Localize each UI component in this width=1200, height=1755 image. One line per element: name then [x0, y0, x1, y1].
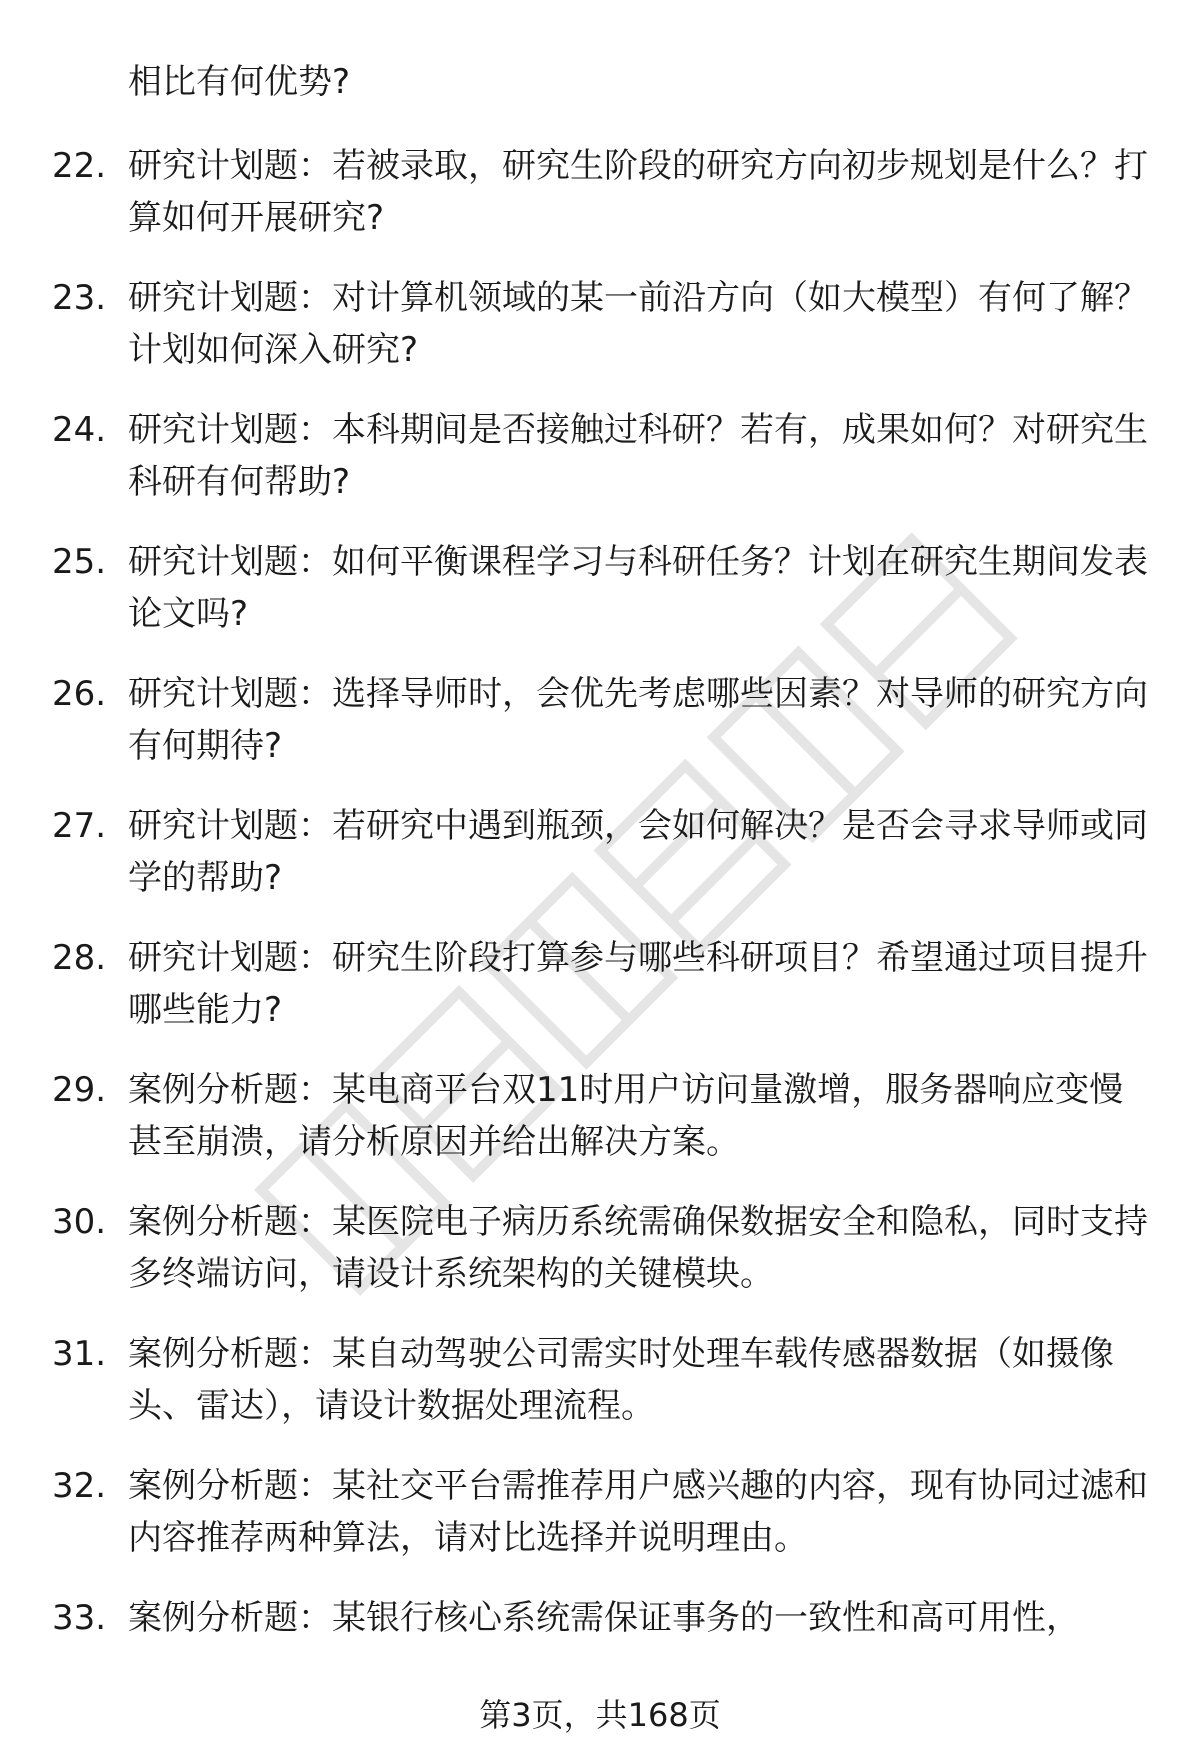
question-number: 26. [52, 674, 107, 714]
question-text: 研究计划题：本科期间是否接触过科研？若有，成果如何？对研究生科研有何帮助? [128, 410, 1148, 502]
question-number: 29. [52, 1070, 107, 1110]
question-number: 25. [52, 542, 107, 582]
question-text: 研究计划题：若被录取，研究生阶段的研究方向初步规划是什么？打算如何开展研究? [128, 146, 1148, 238]
question-text: 研究计划题：若研究中遇到瓶颈，会如何解决？是否会寻求导师或同学的帮助? [128, 806, 1148, 898]
question-number: 32. [52, 1466, 107, 1506]
question-text: 研究计划题：选择导师时，会优先考虑哪些因素？对导师的研究方向有何期待? [128, 674, 1148, 766]
question-number: 30. [52, 1202, 107, 1242]
question-item [0, 668, 1200, 800]
question-item [0, 140, 1200, 272]
question-item [0, 932, 1200, 1064]
page-footer: 第3页，共168页 [479, 1696, 721, 1734]
question-text: 研究计划题：研究生阶段打算参与哪些科研项目？希望通过项目提升哪些能力? [128, 938, 1148, 1030]
question-text: 案例分析题：某自动驾驶公司需实时处理车载传感器数据（如摄像头、雷达），请设计数据处理流程。 [128, 1334, 1114, 1426]
question-number: 22. [52, 146, 107, 186]
question-item [0, 1460, 1200, 1592]
question-number: 24. [52, 410, 107, 450]
question-text: 案例分析题：某医院电子病历系统需确保数据安全和隐私，同时支持多终端访问，请设计系统架构的关键模块。 [128, 1202, 1148, 1294]
question-item [0, 272, 1200, 404]
question-number: 28. [52, 938, 107, 978]
question-text: 案例分析题：某社交平台需推荐用户感兴趣的内容，现有协同过滤和内容推荐两种算法，请对比选择并说明理由。 [128, 1466, 1148, 1558]
question-text: 研究计划题：对计算机领域的某一前沿方向（如大模型）有何了解？计划如何深入研究? [128, 278, 1148, 370]
question-number: 33. [52, 1598, 107, 1638]
question-text: 案例分析题：某电商平台双11时用户访问量激增，服务器响应变慢甚至崩溃，请分析原因并给出解决方案。 [128, 1070, 1124, 1162]
question-item [0, 536, 1200, 668]
question-item [0, 1328, 1200, 1460]
question-item [0, 404, 1200, 536]
question-number: 23. [52, 278, 107, 318]
question-list [0, 140, 1200, 1724]
question-item [0, 800, 1200, 932]
question-item [0, 1064, 1200, 1196]
continued-question-text: 相比有何优势? [128, 62, 351, 102]
question-number: 27. [52, 806, 107, 846]
question-text: 研究计划题：如何平衡课程学习与科研任务？计划在研究生期间发表论文吗? [128, 542, 1148, 634]
question-item [0, 1196, 1200, 1328]
question-number: 31. [52, 1334, 107, 1374]
question-text: 案例分析题：某银行核心系统需保证事务的一致性和高可用性， [128, 1598, 1080, 1638]
